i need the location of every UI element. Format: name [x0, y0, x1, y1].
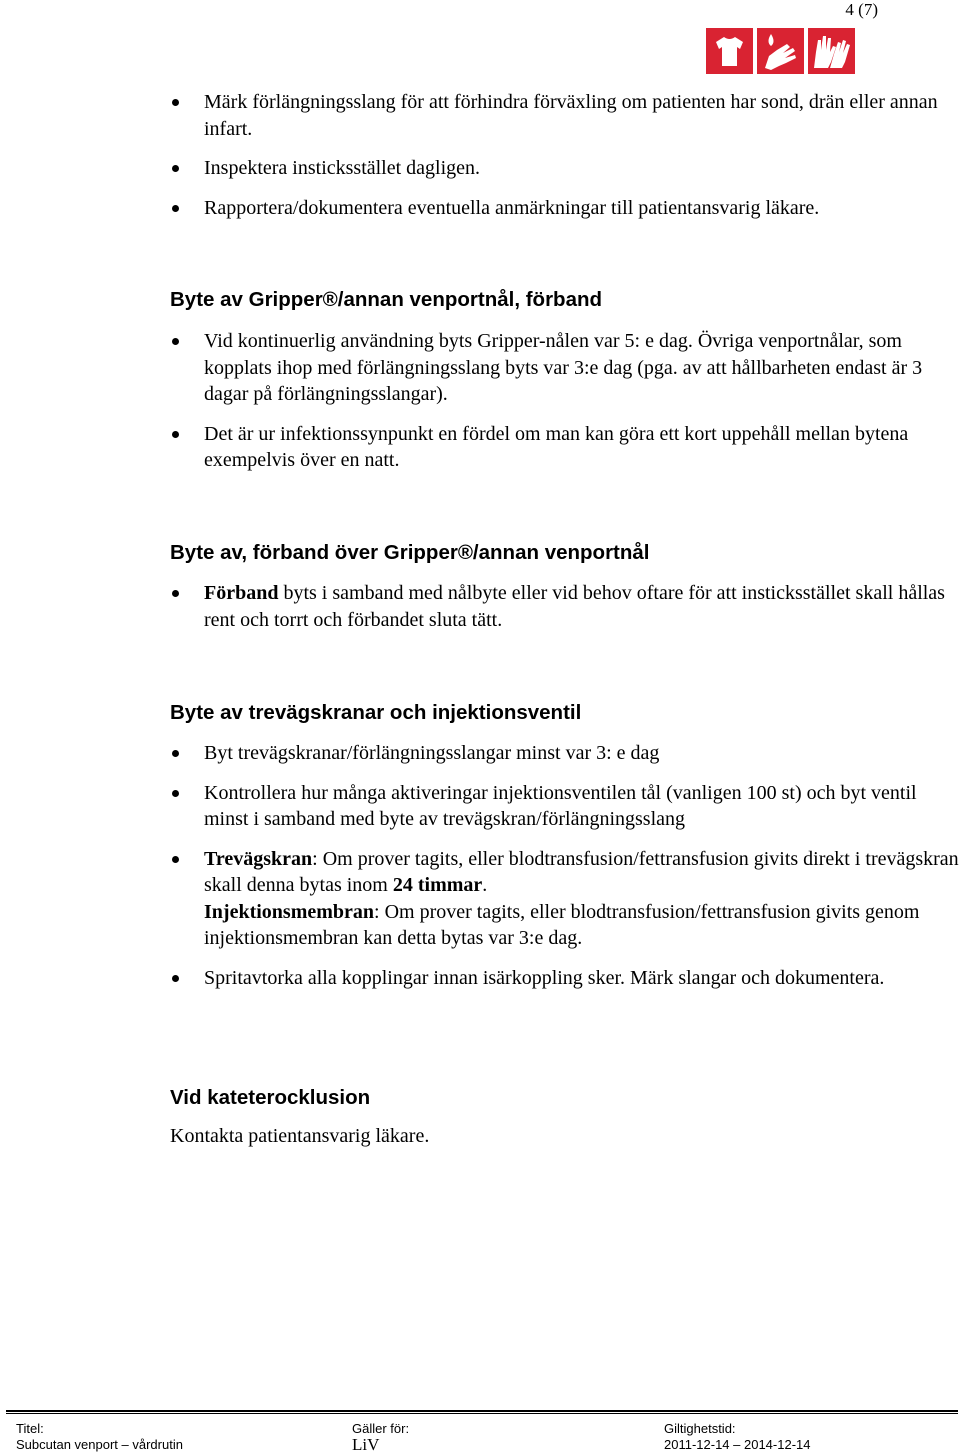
bullet-text: : Om prover tagits, eller blodtransfusion/fettransfusion givits direkt i trevägskran skall denna bytas inom: [204, 847, 959, 896]
list-item: Märk förlängningsslang för att förhindra förväxling om patienten har sond, drän eller annan infart.: [170, 89, 960, 142]
list-item: Byt trevägskranar/förlängningsslangar minst var 3: e dag: [170, 740, 960, 767]
shirt-icon: [706, 28, 753, 74]
list-item: Spritavtorka alla kopplingar innan isärkoppling sker. Märk slangar och dokumentera.: [170, 965, 960, 992]
footer-title-value: Subcutan venport – vårdrutin: [16, 1437, 183, 1452]
list-item: Vid kontinuerlig användning byts Gripper-nålen var 5: e dag. Övriga venportnålar, som kopplats ihop med förlängningsslang byts var 3:e dag (pga. av att hållbarheten endast är 3 dagar på förlängningsslangar).: [170, 328, 960, 408]
list-item: Kontrollera hur många aktiveringar injektionsventilen tål (vanligen 100 st) och byt ventil minst i samband med byte av trevägskran/förlängningsslang: [170, 780, 960, 833]
footer-validity-value: 2011-12-14 – 2014-12-14: [664, 1437, 811, 1452]
bullet-text: byts i samband med nålbyte eller vid behov oftare för att insticksstället skall hållas rent och torrt och förbandet sluta tätt.: [204, 582, 945, 631]
list-item: [170, 846, 960, 952]
section-heading-gripper: Byte av Gripper®/annan venportnål, förband: [170, 288, 603, 311]
bold-term: Trevägskran: [204, 847, 313, 870]
hygiene-logos: [706, 28, 856, 74]
bold-term: Förband: [204, 582, 279, 604]
trevagskran-list: [170, 740, 960, 991]
hand-drop-icon: [757, 28, 804, 74]
footer-applies-label: Gäller för:: [352, 1421, 410, 1436]
forband-list: [170, 580, 960, 633]
section-heading-ocklusion: Vid kateterocklusion: [170, 1086, 371, 1109]
bullet-text: : Om prover tagits, eller blodtransfusion/fettransfusion givits genom injektionsmembran kan detta bytas var 3:e dag.: [204, 900, 920, 949]
section-heading-trevagskran: Byte av trevägskranar och injektionsventil: [170, 701, 582, 724]
page-number: 4 (7): [845, 0, 878, 19]
footer-validity-label: Giltighetstid:: [664, 1421, 736, 1436]
footer-divider: [6, 1410, 958, 1412]
bullet-text: .: [482, 874, 488, 896]
bold-term: Injektionsmembran: [204, 900, 375, 923]
ocklusion-text: Kontakta patientansvarig läkare.: [170, 1125, 430, 1147]
gripper-list: [170, 328, 960, 474]
footer-applies-value: LiV: [352, 1435, 380, 1454]
gloves-icon: [808, 28, 855, 74]
bold-term: 24 timmar: [392, 874, 483, 896]
section-heading-forband: Byte av, förband över Gripper®/annan venportnål: [170, 541, 650, 564]
list-item: Rapportera/dokumentera eventuella anmärkningar till patientansvarig läkare.: [170, 195, 960, 222]
intro-list: [170, 89, 960, 221]
footer-title-label: Titel:: [16, 1421, 44, 1436]
list-item: Inspektera insticksstället dagligen.: [170, 155, 960, 182]
footer-divider-thin: [6, 1413, 958, 1414]
list-item: Det är ur infektionssynpunkt en fördel om man kan göra ett kort uppehåll mellan bytena exempelvis över en natt.: [170, 421, 960, 474]
list-item: [170, 580, 960, 633]
